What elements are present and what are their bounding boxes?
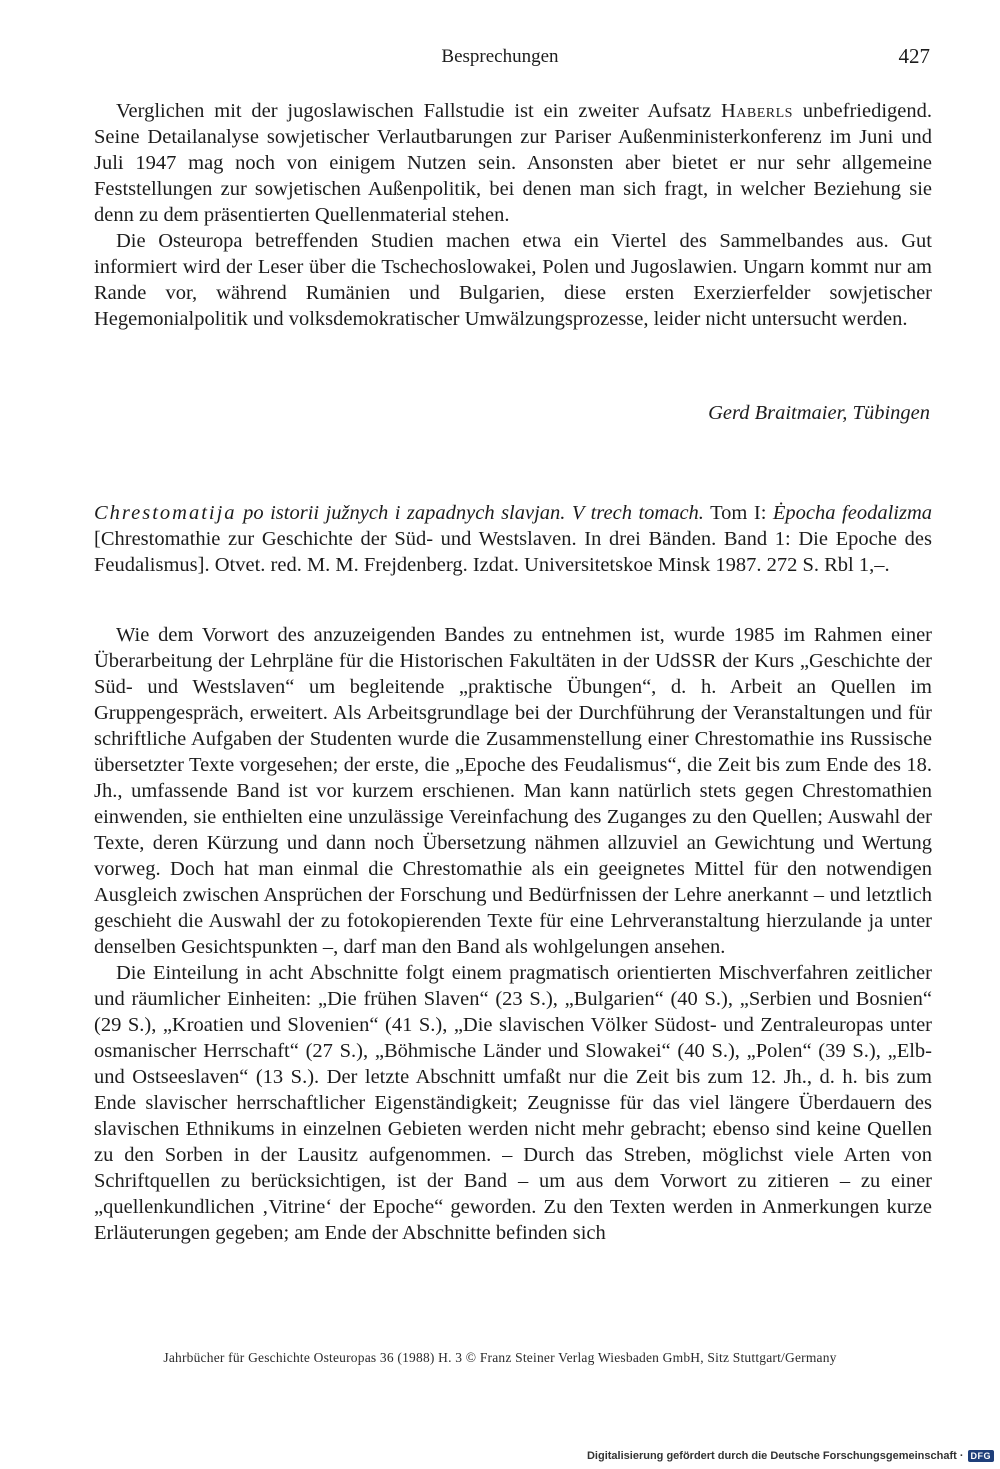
running-title: Besprechungen <box>441 46 559 67</box>
page-number: 427 <box>898 44 930 68</box>
review-1-body <box>94 98 932 332</box>
citation-title-keyword: Chrestomatija <box>94 502 237 524</box>
paragraph-text: Verglichen mit der jugoslawischen Fallstudie ist ein zweiter Aufsatz <box>116 100 721 122</box>
digitization-text: Digitalisierung gefördert durch die Deutsche Forschungsgemeinschaft · <box>586 1450 964 1462</box>
citation-details: [Chrestomathie zur Geschichte der Süd- und Westslaven. In drei Bänden. Band 1: Die Epoche des Feudalismus]. Otvet. red. M. M. Frejdenberg. Izdat. Universitetskoe Minsk 1987. 272 S. Rbl 1,–. <box>94 528 932 576</box>
review-1-paragraph <box>94 98 932 228</box>
citation-title: po istorii južnych i zapadnych slavjan. V trech tomach. <box>236 502 704 524</box>
author-name: Haberls <box>720 100 793 122</box>
book-citation <box>94 500 932 578</box>
citation-volume-title: Ėpocha feodalizma <box>772 502 933 524</box>
reviewer-signature: Gerd Braitmaier, Tübingen <box>708 402 930 424</box>
review-2-paragraph: Die Einteilung in acht Abschnitte folgt einem pragmatisch orientierten Mischverfahren zeitlicher und räumlicher Einheiten: „Die frühen Slaven“ (23 S.), „Bulgarien“ (40 S.), „Serbien und Bosnien“ (29 S.), „Kroatien und Slovenien“ (41 S.), „Die slavischen Völker Südost- und Zentraleuropas unter osmanischer Herrschaft“ (27 S.), „Böhmische Länder und Slowakei“ (40 S.), „Polen“ (39 S.), „Elb- und Ostseeslaven“ (13 S.). Der letzte Abschnitt umfaßt nur die Zeit bis zum 12. Jh., d. h. bis zum Ende slavischer herrschaftlicher Eigenständigkeit; Zeugnisse für das viel längere Überdauern des slavischen Ethnikums in einzelnen Gebieten werden nicht mehr gebracht; ebenso sind keine Quellen zu den Sorben in der Lausitz aufgenommen. – Durch das Streben, möglichst viele Arten von Schriftquellen zu berücksichtigen, ist der Band – um aus dem Vorwort zu zitieren – zu einer „quellenkundlichen ‚Vitrine‘ der Epoche“ geworden. Zu den Texten werden in Anmerkungen kurze Erläuterungen gegeben; am Ende der Abschnitte befinden sich <box>94 962 932 1244</box>
review-2-paragraph: Wie dem Vorwort des anzuzeigenden Bandes zu entnehmen ist, wurde 1985 im Rahmen einer Überarbeitung der Lehrpläne für die Historischen Fakultäten in der UdSSR der Kurs „Geschichte der Süd- und Westslaven“ um begleitende „praktische Übungen“, d. h. Arbeit an Quellen im Gruppengespräch, erweitert. Als Arbeitsgrundlage bei der Durchführung der Veranstaltungen und für schriftliche Aufgaben der Studenten wurde die Zusammenstellung einer Chrestomathie ins Russische übersetzter Texte vorgesehen; der erste, die „Epoche des Feudalismus“, die Zeit bis zum Ende des 18. Jh., umfassende Band ist vor kurzem erschienen. Man kann natürlich stets gegen Chrestomathien einwenden, sie enthielten eine unzulässige Vereinfachung des Zuganges zu den Quellen; Auswahl der Texte, deren Kürzung und dann noch Übersetzung nähmen allzuviel an Gewichtung und Wertung vorweg. Doch hat man einmal die Chrestomathie als ein geeignetes Mittel für den notwendigen Ausgleich zwischen Ansprüchen der Forschung und Bedürfnissen der Lehre anerkannt – und letztlich geschieht die Auswahl der zu fotokopierenden Texte für eine Lehrveranstaltung hierzulande ja unter denselben Gesichtspunkten –, darf man den Band als wohlgelungen ansehen. <box>94 624 932 958</box>
review-1-paragraph: Die Osteuropa betreffenden Studien machen etwa ein Viertel des Sammelbandes aus. Gut informiert wird der Leser über die Tschechoslowakei, Polen und Jugoslawien. Ungarn kommt nur am Rande vor, während Rumänien und Bulgarien, diese ersten Exerzierfelder sowjetischer Hegemonialpolitik und volksdemokratischer Umwälzungsprozesse, leider nicht untersucht werden. <box>94 230 932 330</box>
citation-volume: Tom I: <box>703 502 773 524</box>
journal-footer: Jahrbücher für Geschichte Osteuropas 36 (1988) H. 3 © Franz Steiner Verlag Wiesbaden GmbH, Sitz Stuttgart/Germany <box>163 1350 837 1365</box>
review-2-body <box>94 622 932 1246</box>
paragraph-text: unbefriedigend. Seine Detailanalyse sowjetischer Verlautbarungen zur Pariser Außenministerkonferenz im Juni und Juli 1947 mag noch von einigem Nutzen sein. Ansonsten aber bietet er nur sehr allgemeine Feststellungen zur sowjetischen Außenpolitik, bei denen man sich fragt, in welcher Beziehung sie denn zu dem präsentierten Quellenmaterial stehen. <box>94 100 933 226</box>
digitization-notice <box>587 1447 994 1465</box>
running-head <box>0 44 1000 74</box>
dfg-logo-icon: DFG <box>968 1450 995 1462</box>
